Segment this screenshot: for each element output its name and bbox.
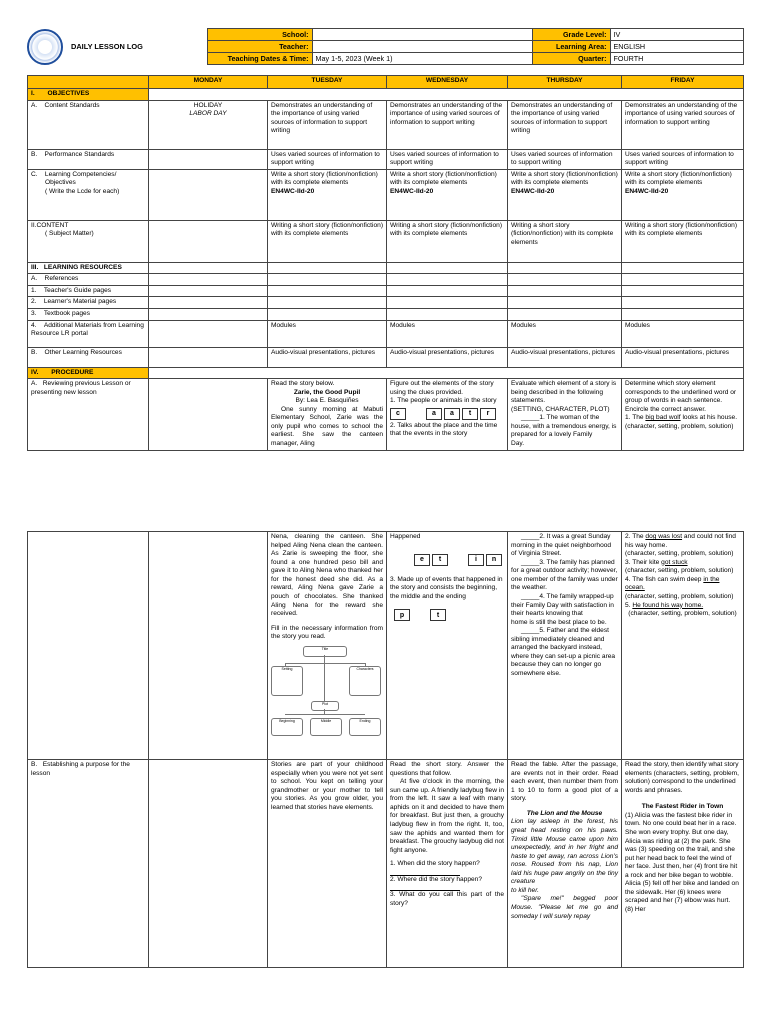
fri-content-std: Demonstrates an understanding of the importance of using varied sources of information to support writing: [622, 100, 744, 149]
deped-seal: [27, 29, 65, 65]
fable-p1b: to kill her.: [511, 886, 539, 894]
perf-standards-label: B. Performance Standards: [28, 149, 149, 169]
competencies-label: [28, 169, 149, 220]
teacher-label: Teacher:: [207, 41, 312, 53]
objectives-heading: I. OBJECTIVES: [28, 89, 149, 101]
tue-proc-b: Stories are part of your childhood especially when you were not yet sent to school. You kept on telling your grandmother or your mother to tell you stories. As you grow older, you learned that stories have elements.: [268, 760, 387, 968]
s1-pre: 1. The: [625, 414, 646, 422]
letter-box-blank[interactable]: [396, 554, 412, 566]
letter-boxes-1: [390, 408, 504, 420]
story-para: One sunny morning at Mabuti Elementary School, Zarie was the only pupil who comes to school the earliest. She saw the canteen manager, Aling: [271, 405, 383, 447]
thu-proc-a: [508, 379, 622, 451]
thu-item-2: _____2. It was a great Sunday morning in the quiet neighborhood of Virginia Street.: [511, 533, 612, 558]
tue-modules: Modules: [268, 320, 387, 347]
grade-value[interactable]: IV: [610, 29, 743, 41]
school-value[interactable]: [312, 29, 532, 41]
fri-story-title: The Fastest Rider in Town: [641, 803, 724, 811]
fri-lc: [622, 169, 744, 220]
diagram-setting-box: Setting: [271, 666, 303, 696]
thu-proc-b: [508, 760, 622, 968]
tue-proc-a: [268, 379, 387, 451]
diagram-plot-box: Plot: [311, 701, 339, 711]
mon-content: [149, 220, 268, 262]
day-friday: FRIDAY: [622, 76, 744, 89]
corner-cell: [28, 76, 149, 89]
fri-proc-a-cont: [622, 532, 744, 760]
area-label: Learning Area:: [532, 41, 610, 53]
lm-label: 2. Learner's Material pages: [28, 297, 149, 309]
s2-pre: 2. The: [625, 533, 646, 540]
dates-label: Teaching Dates & Time:: [207, 53, 312, 65]
fri-options: (character, setting, problem, solution): [628, 610, 737, 618]
textbook-label: 3. Textbook pages: [28, 308, 149, 320]
lc-text: Write a short story (fiction/nonfiction) with its complete elements: [511, 170, 618, 187]
thu-item-4b: home is still the best place to be.: [511, 618, 607, 626]
fri-s2: [625, 533, 740, 550]
s1-underlined: big bad wolf: [645, 414, 681, 422]
s5-underlined: He found his way home.: [632, 601, 704, 609]
s4-pre: 4. The fish can swim deep: [625, 575, 704, 583]
monday-holiday: [149, 100, 268, 149]
page-2: [27, 531, 743, 968]
tue-perf: Uses varied sources of information to support writing: [268, 149, 387, 169]
thu-item-4: _____4. The family wrapped-up their Family Day with satisfaction in their hearts knowing that: [511, 592, 614, 618]
references-label: A. References: [28, 274, 149, 286]
letter-box-blank[interactable]: [412, 609, 428, 621]
letter-box[interactable]: a: [426, 408, 442, 420]
clue-1: 1. The people or animals in the story: [390, 397, 497, 405]
letter-box[interactable]: p: [394, 609, 410, 621]
thu-lc: [508, 169, 622, 220]
wed-av: Audio-visual presentations, pictures: [387, 347, 508, 367]
procedure-spacer: [149, 367, 744, 379]
clue-3: 3. Made up of events that happened in the story and consists the beginning, the middle and the ending: [390, 575, 503, 600]
deped-seal-icon: [27, 29, 63, 65]
dates-value[interactable]: May 1-5, 2023 (Week 1): [312, 53, 532, 65]
letter-box[interactable]: t: [432, 554, 448, 566]
grade-label: Grade Level:: [532, 29, 610, 41]
lesson-table-page-1: [27, 75, 744, 451]
thu-instr: Evaluate which element of a story is being described in the following statements.: [511, 380, 617, 405]
fri-s5: [625, 602, 740, 611]
labor-day-text: LABOR DAY: [189, 110, 227, 118]
letter-boxes-2: [396, 554, 504, 566]
letter-box[interactable]: e: [414, 554, 430, 566]
answer-line[interactable]: [390, 884, 460, 891]
content-heading: II.CONTENT: [31, 221, 69, 229]
letter-box[interactable]: c: [390, 408, 406, 420]
fri-options: (character, setting, problem, solution): [625, 592, 734, 600]
lesson-table-page-2: [27, 531, 744, 968]
fri-options: (character, setting, problem, solution): [625, 567, 734, 575]
letter-box[interactable]: t: [430, 609, 446, 621]
lc-code: EN4WC-IId-20: [625, 187, 669, 195]
content-standards-label: A. Content Standards: [28, 100, 149, 149]
story-para-2: Nena, cleaning the canteen. She helped Aling Nena clean the canteen. As Zarie is sweeping the floor, she found a one hundred peso bill and gave it to Aling Nena who thanked her for the honest deed she did. As a reward, Aling Nena gave Zarie a pouch of chocolates. She thanked Aling Nena for the reward she received.: [271, 533, 383, 618]
subject-matter: ( Subject Matter): [45, 230, 94, 238]
header-section: [27, 28, 743, 65]
fri-s3: [625, 559, 740, 568]
lc-text: Write a short story (fiction/nonfiction) with its complete elements: [271, 170, 378, 187]
lc-line-2: Objectives: [45, 179, 76, 187]
wed-b-story: At five o'clock in the morning, the sun came up. A friendly ladybug flew in from the left. It saw a leaf with many aphids on it and decided to have them for breakfast. But just then, a grouchy ladybug flew in from the right. It, too, saw the aphids and wanted them for breakfast. The grouchy ladybug did not fight anyone.: [390, 778, 504, 854]
holiday-text: HOLIDAY: [193, 101, 223, 109]
lc-line-1: C. Learning Competencies/: [31, 170, 117, 178]
fri-options: (character, setting, problem, solution): [625, 550, 734, 558]
objectives-spacer: [149, 89, 744, 101]
quarter-value[interactable]: FOURTH: [610, 53, 743, 65]
wed-b-q1: 1. When did the story happen?: [390, 860, 480, 868]
fri-perf: Uses varied sources of information to support writing: [622, 149, 744, 169]
s3-underlined: got stuck: [661, 558, 688, 566]
mon-perf: [149, 149, 268, 169]
lc-line-3: ( Write the Lcde for each): [45, 187, 120, 195]
mon-lc: [149, 169, 268, 220]
letter-box[interactable]: n: [486, 554, 502, 566]
lc-text: Write a short story (fiction/nonfiction) with its complete elements: [625, 170, 732, 187]
fable-p1: Lion lay asleep in the forest, his great head resting on his paws. Timid little Mouse came upon him unexpectedly, and in her fright and haste to get away, ran across Lion's nose. Roused from his nap, Lion laid his huge paw angrily on the tiny creature: [511, 818, 618, 886]
resources-heading: III. LEARNING RESOURCES: [28, 262, 149, 274]
thu-proc-a-cont: [508, 532, 622, 760]
tue-content: Writing a short story (fiction/nonfiction) with its complete elements: [268, 220, 387, 262]
tue-proc-a-cont: [268, 532, 387, 760]
tg-label: 1. Teacher's Guide pages: [28, 285, 149, 297]
area-value[interactable]: ENGLISH: [610, 41, 743, 53]
letter-box-blank[interactable]: [408, 408, 424, 420]
wed-b-q3: 3. What do you call this part of the story?: [390, 891, 504, 907]
fill-instr: Fill in the necessary information from the story you read.: [271, 624, 383, 641]
s5-pre: 5.: [625, 601, 633, 609]
diagram-title-box: Title: [303, 646, 347, 657]
wed-lc: [387, 169, 508, 220]
day-tuesday: TUESDAY: [268, 76, 387, 89]
cont-label: [28, 532, 149, 760]
story-map-diagram: [271, 644, 381, 736]
fri-s4: [625, 576, 740, 593]
wed-happened: Happened: [390, 533, 421, 540]
fri-story-text: (1) Alicia was the fastest bike rider in town. No one could beat her in a race. She won every trophy. But one day, Alicia was riding at (2) the park. She was (3) speeding on the trail, and she put her head back to feel the wind of her face. Just then, her (4) front tire hit a rock and her bike began to wobble. Alicia (5) fell off her bike and landed on the sidewalk. Her (6) knees were scraped and her (7) elbow was hurt. (8) Her: [625, 811, 739, 913]
header-table: [27, 28, 744, 65]
s3-pre: 3. Their kite: [625, 558, 662, 566]
fri-s1: [625, 414, 740, 423]
story-author: By: Lea E. Basquiñes: [295, 397, 359, 405]
fri-options: (character, setting, problem, solution): [625, 422, 734, 430]
wed-modules: Modules: [387, 320, 508, 347]
fri-instr: Determine which story element corresponds to the underlined word or group of words in each sentence. Encircle the correct answer.: [625, 380, 737, 413]
content-label: [28, 220, 149, 262]
fable-p2: "Spare me!" begged poor Mouse. "Please let me go and someday I will surely repay: [511, 895, 618, 920]
thu-av: Audio-visual presentations, pictures: [508, 347, 622, 367]
log-title: DAILY LESSON LOG: [71, 41, 143, 51]
s4-underlined: in the ocean.: [625, 575, 720, 592]
fable-title: The Lion and the Mouse: [526, 809, 603, 817]
lc-code: EN4WC-IId-20: [390, 187, 434, 195]
thu-content-std: Demonstrates an understanding of the importance of using varied sources of information to support writing: [508, 100, 622, 149]
day-wednesday: WEDNESDAY: [387, 76, 508, 89]
story-title: Zarie, the Good Pupil: [293, 388, 361, 396]
thu-content: Writing a short story (fiction/nonfiction) with its complete elements: [508, 220, 622, 262]
thu-modules: Modules: [508, 320, 622, 347]
fri-modules: Modules: [622, 320, 744, 347]
diagram-characters-box: Characters: [349, 666, 381, 696]
intro-text: Read the story below.: [271, 380, 335, 388]
clue-2: 2. Talks about the place and the time that the events in the story: [390, 421, 498, 438]
thu-item-1: _____1. The woman of the house, with a tremendous energy, is prepared for a lovely Family: [511, 414, 617, 439]
wed-content: Writing a short story (fiction/nonfiction) with its complete elements: [387, 220, 508, 262]
wed-content-std: Demonstrates an understanding of the importance of using varied sources of information to support writing: [387, 100, 508, 149]
diagram-ending-box: Ending: [349, 718, 381, 736]
wed-proc-a-cont: [387, 532, 508, 760]
other-resources-label: B. Other Learning Resources: [28, 347, 149, 367]
thu-item-5b: where they can set-up a picnic area because they can no longer go somewhere else.: [511, 652, 616, 677]
diagram-beginning-box: Beginning: [271, 718, 303, 736]
additional-materials-label: 4. Additional Materials from Learning Resource LR portal: [28, 320, 149, 347]
quarter-label: Quarter:: [532, 53, 610, 65]
thu-item-1b: Day.: [511, 440, 525, 447]
letter-boxes-3: [394, 609, 504, 621]
page-1: [27, 75, 743, 451]
letter-box[interactable]: t: [462, 408, 478, 420]
fri-b-instr: Read the story, then identify what story elements (characters, setting, problem, solution) correspond to the underlined words and phrases.: [625, 761, 739, 794]
proc-a-label: A. Reviewing previous Lesson or presenting new lesson: [28, 379, 149, 451]
wed-perf: Uses varied sources of information to support writing: [387, 149, 508, 169]
thu-item-5: _____5. Father and the eldest sibling immediately cleaned and arranged the backyard instead,: [511, 627, 609, 652]
diagram-middle-box: Middle: [310, 718, 342, 736]
day-monday: MONDAY: [149, 76, 268, 89]
letter-box[interactable]: a: [444, 408, 460, 420]
thu-perf: Uses varied sources of information to support writing: [508, 149, 622, 169]
wed-instr: Figure out the elements of the story using the clues provided.: [390, 380, 494, 396]
s2-underlined: dog was lost: [645, 533, 683, 540]
wed-proc-a: [387, 379, 508, 451]
thu-item-3: _____3. The family has planned for a great outdoor activity; however, one member of the family was under the weather.: [511, 558, 618, 592]
letter-box-blank[interactable]: [450, 554, 466, 566]
lc-text: Write a short story (fiction/nonfiction) with its complete elements: [390, 170, 497, 187]
fri-av: Audio-visual presentations, pictures: [622, 347, 744, 367]
s2-post: and could not find his way home.: [625, 533, 736, 549]
s1-post: looks at his house.: [680, 414, 738, 422]
thu-choices: (SETTING, CHARACTER, PLOT): [511, 405, 610, 413]
procedure-heading: IV. PROCEDURE: [28, 367, 149, 379]
tue-content-std: Demonstrates an understanding of the importance of using varied sources of information to support writing: [268, 100, 387, 149]
tue-lc: [268, 169, 387, 220]
letter-box[interactable]: i: [468, 554, 484, 566]
wed-b-q2: 2. Where did the story happen?: [390, 875, 483, 883]
school-label: School:: [207, 29, 312, 41]
letter-box[interactable]: r: [480, 408, 496, 420]
fri-proc-b: [622, 760, 744, 968]
fri-content: Writing a short story (fiction/nonfiction) with its complete elements: [622, 220, 744, 262]
lc-code: EN4WC-IId-20: [511, 187, 555, 195]
answer-line[interactable]: [390, 869, 460, 876]
lc-code: EN4WC-IId-20: [271, 187, 315, 195]
tue-av: Audio-visual presentations, pictures: [268, 347, 387, 367]
thu-b-instr: Read the fable. After the passage, are events not in their order. Read each event, then number them from 1 to 10 to form a good plot of a story.: [511, 761, 618, 803]
wed-proc-b: [387, 760, 508, 968]
proc-b-label: B. Establishing a purpose for the lesson: [28, 760, 149, 968]
fri-proc-a: [622, 379, 744, 451]
day-thursday: THURSDAY: [508, 76, 622, 89]
wed-b-instr: Read the short story. Answer the questions that follow.: [390, 761, 504, 777]
teacher-value[interactable]: [312, 41, 532, 53]
